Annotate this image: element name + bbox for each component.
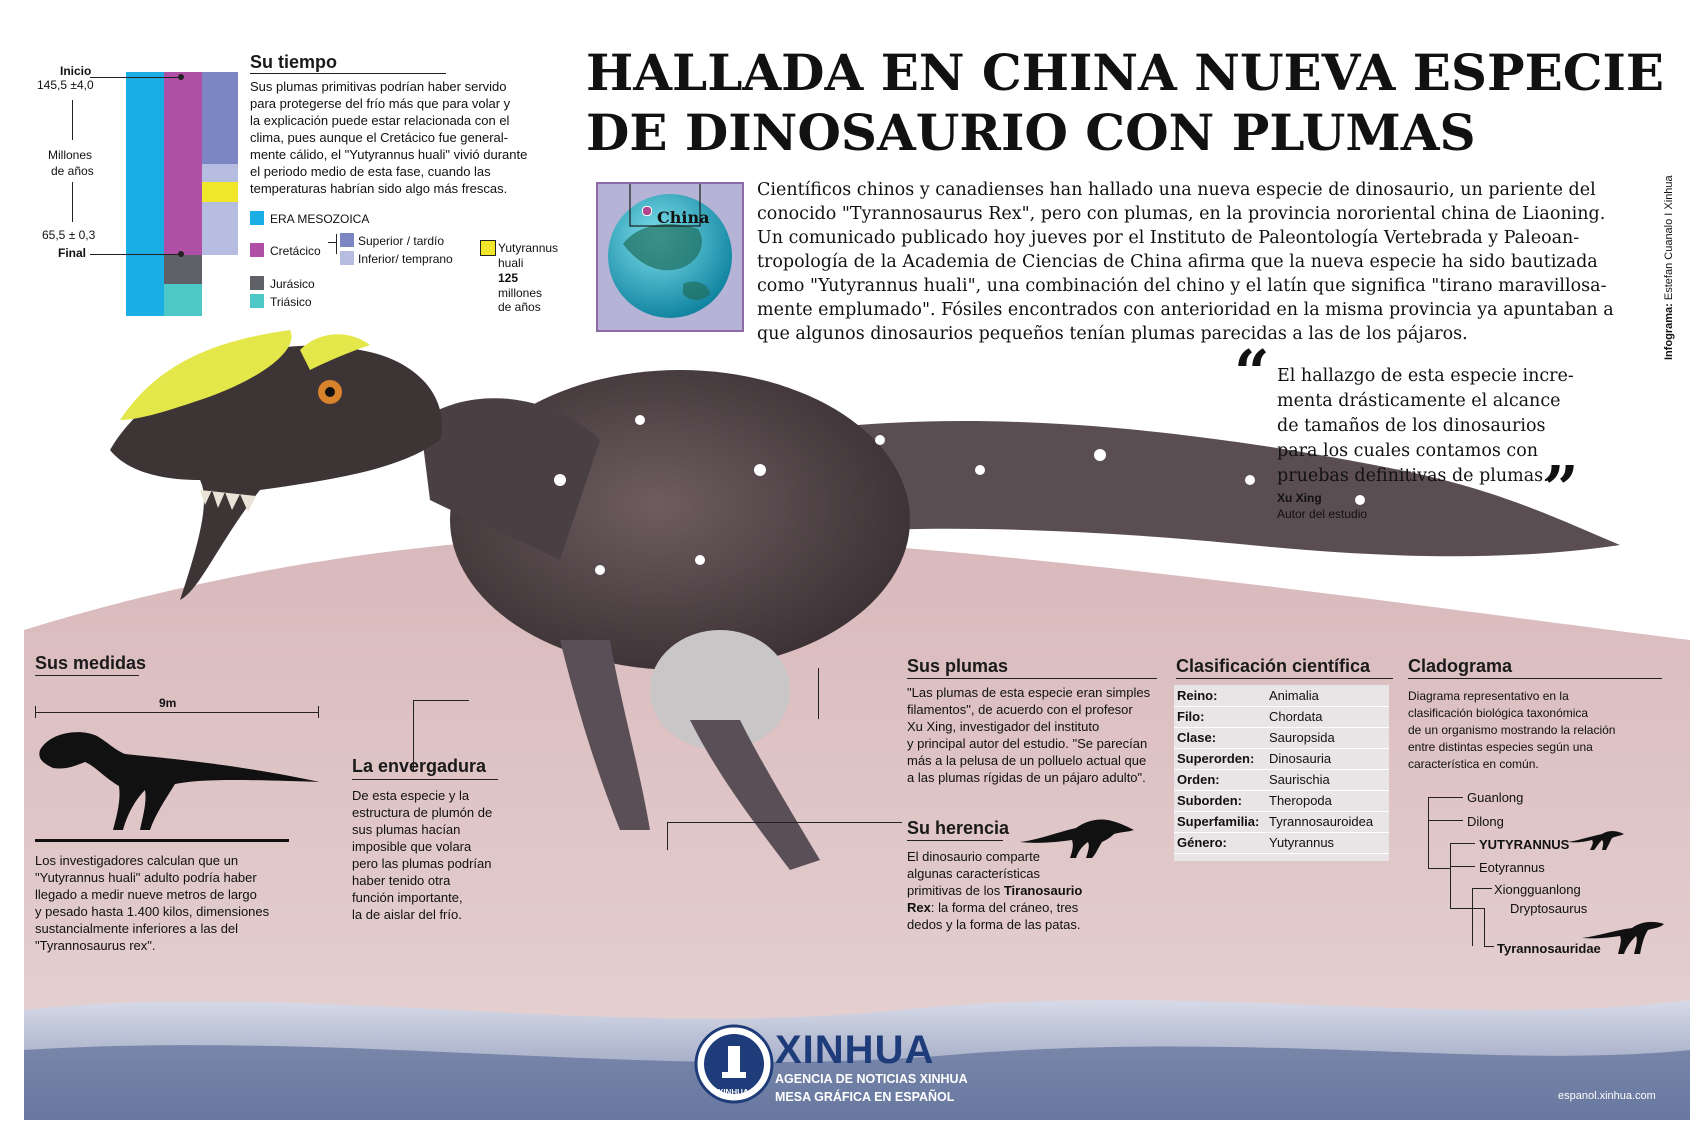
- clado-line: [1450, 908, 1472, 909]
- legend-yutyrannus-value: 125: [498, 271, 519, 285]
- envergadura-pointer-h: [413, 700, 469, 701]
- cladograma-rule: [1408, 678, 1662, 679]
- cladograma-text: Diagrama representativo en la clasificación biológica taxonómica de un organismo mostrando la relación entre distintas especies según una característica en común.: [1408, 689, 1616, 771]
- silhouette-ground: [35, 839, 289, 842]
- website-link[interactable]: espanol.xinhua.com: [1558, 1090, 1656, 1102]
- china-location-dot: [642, 206, 652, 216]
- era-mesozoica-bar: [126, 72, 164, 316]
- cretacico-bar: [164, 72, 202, 255]
- su-herencia-rule: [907, 840, 1003, 841]
- clado-taxon-dryptosaurus: Dryptosaurus: [1510, 901, 1588, 916]
- timeline-end-line: [90, 254, 180, 255]
- su-herencia-title: Su herencia: [907, 818, 1010, 838]
- su-herencia-text: El dinosaurio comparte algunas características primitivas de los Tiranosaurio Rex: la forma del cráneo, tres dedos y la forma de las patas.: [907, 849, 1083, 932]
- legend-yutyrannus-4: de años: [498, 300, 541, 314]
- timeline-end-label: Final: [58, 246, 87, 260]
- globe-map: [598, 184, 746, 334]
- plumas-pointer-end: [818, 718, 819, 719]
- clado-line: [1472, 888, 1492, 889]
- timeline-start-line: [90, 77, 180, 78]
- legend-swatch-mesozoica: [250, 211, 264, 225]
- headline-line2: DE DINOSAURIO CON PLUMAS: [586, 103, 1476, 162]
- clado-line: [1472, 908, 1484, 909]
- desk-name: MESA GRÁFICA EN ESPAÑOL: [775, 1090, 955, 1104]
- timeline-axis-top: [72, 100, 73, 140]
- sus-medidas-title: Sus medidas: [35, 653, 147, 673]
- sus-plumas-rule: [907, 678, 1157, 679]
- timeline-start-dot: [178, 74, 184, 80]
- clado-line: [1428, 820, 1463, 821]
- sus-medidas-text: Los investigadores calculan que un "Yutyrannus huali" adulto podría haber llegado a medir nueve metros de largo y pesado hasta 1.400 kilos, dimensiones sustancialmente inferiores a las del "Tyrannosaurus rex".: [35, 853, 270, 953]
- sus-medidas-rule: [35, 675, 139, 676]
- legend-triasico: Triásico: [270, 295, 312, 309]
- legend-swatch-triasico: [250, 294, 264, 308]
- legend-bracket-top: [328, 242, 336, 243]
- sus-plumas-text: "Las plumas de esta especie eran simples filamentos", de acuerdo con el profesor Xu Xing, investigador del instituto y principal autor del estudio. "Se parecían más a la pelusa de un polluelo actual que a las plumas rígidas de un pájaro adulto".: [907, 685, 1151, 785]
- agency-name: AGENCIA DE NOTICIAS XINHUA: [775, 1072, 968, 1086]
- clado-line: [1450, 843, 1451, 908]
- clado-taxon-tyrannosauridae: Tyrannosauridae: [1497, 941, 1601, 956]
- timeline-end-dot: [178, 251, 184, 257]
- legend-mesozoica: ERA MESOZOICA: [270, 212, 370, 226]
- headline-line1: HALLADA EN CHINA NUEVA ESPECIE: [586, 43, 1665, 102]
- legend-swatch-yutyrannus: [480, 240, 496, 256]
- envergadura-title: La envergadura: [352, 756, 487, 776]
- su-tiempo-text: Sus plumas primitivas podrían haber servido para protegerse del frío más que para volar y la explicación puede estar relacionada con el clima, pues aunque el Cretácico fue general- mente cálido, el "Yutyrannus huali" vivió durante el periodo medio de esta fase, cuando las temperaturas habrían sido algo más frescas.: [250, 79, 528, 196]
- su-tiempo-title: Su tiempo: [250, 52, 338, 72]
- legend-swatch-jurasico: [250, 276, 264, 290]
- clado-line: [1484, 908, 1485, 946]
- quote-open-mark: “: [1234, 336, 1270, 409]
- cladograma-title: Cladograma: [1408, 656, 1513, 676]
- table-row: Superfamilia: Tyrannosauroidea: [1174, 811, 1389, 833]
- legend-swatch-cretacico: [250, 243, 264, 257]
- table-row: Clase: Sauropsida: [1174, 727, 1389, 749]
- clado-line: [1450, 843, 1475, 844]
- scale-tick-left: [35, 706, 36, 718]
- table-row: Orden: Saurischia: [1174, 769, 1389, 791]
- envergadura-text: De esta especie y la estructura de plumón de sus plumas hacían imposible que volara pero las plumas podrían haber tenido otra función importante, la de aislar del frío.: [352, 788, 493, 922]
- jurasico-bar: [164, 255, 202, 284]
- legend-jurasico: Jurásico: [270, 277, 315, 291]
- scale-line: [35, 712, 319, 713]
- herencia-pointer-h: [667, 822, 902, 823]
- clado-line: [1428, 797, 1429, 868]
- clado-taxon-dilong: Dilong: [1467, 814, 1504, 829]
- timeline-chart: [126, 72, 238, 316]
- yutyrannus-silhouette-icon: [1566, 826, 1630, 852]
- legend-swatch-superior: [340, 233, 354, 247]
- quote-author: Xu Xing: [1277, 491, 1322, 505]
- intro-paragraph: Científicos chinos y canadienses han hallado una nueva especie de dinosaurio, un pariente del conocido "Tyrannosaurus Rex", pero con plumas, en la provincia nororiental china de Liaoning. Un comunicado publicado hoy jueves por el Instituto de Paleontología Vertebrada y Paleoan- tropología de la Academia de Ciencias de China afirma que la nueva especie ha sido bautizada como "Yutyrannus huali", una combinación del chino y el latín que significa "tirano maravillosa- mente emplumado". Fósiles encontrados con anterioridad en la misma provincia ya apuntaban a que algunos dinosaurios pequeños tenían plumas parecidas a las de los pájaros.: [757, 180, 1614, 344]
- clasificacion-rule: [1176, 678, 1393, 679]
- table-row: Género: Yutyrannus: [1174, 832, 1389, 854]
- timeline-axis-bottom: [72, 182, 73, 222]
- scale-tick-right: [318, 706, 319, 718]
- plumas-pointer-v: [818, 668, 819, 718]
- table-row: Filo: Chordata: [1174, 706, 1389, 728]
- clado-line: [1428, 868, 1450, 869]
- credit-vertical: Infograma: Estefan Cuanalo I Xinhua: [1663, 175, 1675, 360]
- clado-taxon-xiongguanlong: Xiongguanlong: [1494, 882, 1581, 897]
- map-label-china: China: [657, 208, 710, 227]
- quote-close-mark: ”: [1543, 452, 1579, 525]
- timeline-unit-1: Millones: [48, 148, 93, 162]
- superior-bar: [202, 72, 238, 164]
- table-row: Reino: Animalia: [1174, 685, 1389, 707]
- triasico-bar: [164, 284, 202, 316]
- dinosaur-silhouette-icon: [35, 720, 325, 840]
- legend-swatch-inferior: [340, 251, 354, 265]
- legend-bracket-vert: [336, 234, 337, 254]
- sus-plumas-title: Sus plumas: [907, 656, 1009, 676]
- clasificacion-table: [1174, 685, 1389, 861]
- legend-cretacico: Cretácico: [270, 244, 321, 258]
- map-frame: [596, 182, 744, 332]
- clado-taxon-eotyrannus: Eotyrannus: [1479, 860, 1545, 875]
- xinhua-wordmark: XINHUA: [775, 1028, 935, 1072]
- quote-text: El hallazgo de esta especie incre- menta drásticamente el alcance de tamaños de los dinosaurios para los cuales contamos con pruebas definitivas de plumas.: [1277, 366, 1574, 486]
- quote-author-role: Autor del estudio: [1277, 507, 1368, 521]
- inferior-bar: [202, 164, 238, 255]
- seal-text: XINHUA: [718, 1088, 749, 1097]
- legend-yutyrannus-1: Yutyrannus: [498, 241, 559, 255]
- legend-yutyrannus-2: huali: [498, 256, 524, 270]
- clado-line: [1472, 888, 1473, 946]
- legend-yutyrannus-3: millones: [498, 286, 543, 300]
- yutyrannus-marker: [202, 182, 238, 202]
- timeline-start-label: Inicio: [60, 64, 92, 78]
- table-row: Suborden: Theropoda: [1174, 790, 1389, 812]
- su-tiempo-rule: [250, 73, 446, 74]
- herencia-pointer-v: [667, 822, 668, 850]
- timeline-end-value: 65,5 ± 0,3: [42, 228, 96, 242]
- clado-taxon-guanlong: Guanlong: [1467, 790, 1524, 805]
- clado-taxon-yutyrannus: YUTYRANNUS: [1479, 837, 1570, 852]
- timeline-unit-2: de años: [51, 164, 94, 178]
- table-row: Superorden: Dinosauria: [1174, 748, 1389, 770]
- clado-line: [1450, 866, 1475, 867]
- scale-label: 9m: [159, 696, 177, 710]
- legend-superior: Superior / tardío: [358, 234, 445, 248]
- envergadura-rule: [352, 779, 498, 780]
- legend-inferior: Inferior/ temprano: [358, 252, 453, 266]
- clasificacion-title: Clasificación científica: [1176, 656, 1371, 676]
- clado-line: [1484, 946, 1494, 947]
- timeline-start-value: 145,5 ±4,0: [37, 78, 94, 92]
- clado-line: [1428, 797, 1463, 798]
